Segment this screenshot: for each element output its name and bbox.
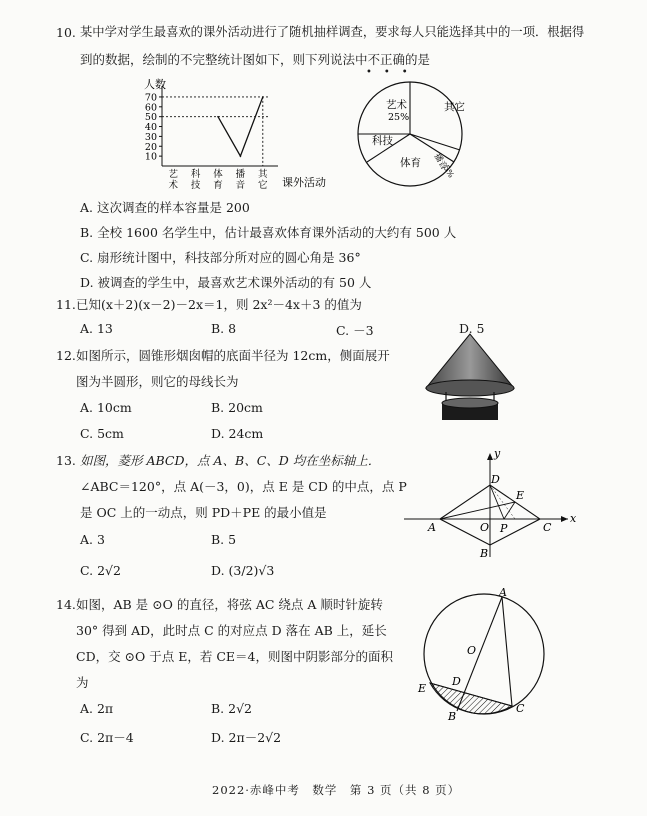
label-b: B <box>480 547 489 560</box>
x-axis-arrow <box>561 516 568 522</box>
y-tick-label: 50 <box>144 112 157 124</box>
q13-option-a: A. 3 <box>80 532 105 547</box>
rhombus-figure <box>400 445 580 560</box>
q14-option-d: D. 2π－2√2 <box>211 730 282 745</box>
chimney-rim <box>442 398 498 408</box>
q14-stem-line4: 为 <box>76 675 89 690</box>
y-tick-label: 60 <box>144 102 157 114</box>
q13-option-d: D. (3/2)√3 <box>211 563 275 578</box>
q10-option-a: A. 这次调查的样本容量是 200 <box>80 200 250 215</box>
q14-stem-line2: 30° 得到 AD，此时点 C 的对应点 D 落在 AB 上，延长 <box>76 623 387 638</box>
y-tick-label: 40 <box>144 122 157 134</box>
label-e: E <box>418 682 427 695</box>
q12-option-c: C. 5cm <box>80 426 124 441</box>
pie-label-broadcast-pct: 5% <box>441 163 456 180</box>
q11-number: 11. <box>56 297 76 312</box>
q14-stem-line3: CD，交 ⊙O 于点 E，若 CE＝4，则图中阴影部分的面积 <box>76 649 393 664</box>
line-chart-reference-lines <box>162 97 270 166</box>
pie-label-art-pct: 25% <box>388 112 410 123</box>
q11-option-c: C. －3 <box>336 323 374 338</box>
x-tick-label: 艺 <box>168 169 178 180</box>
q14-stem-line1: 如图，AB 是 ⊙O 的直径，将弦 AC 绕点 A 顺时针旋转 <box>76 597 383 612</box>
q11-option-b: B. 8 <box>211 321 237 336</box>
q10-option-b: B. 全校 1600 名学生中，估计最喜欢体育课外活动的大约有 500 人 <box>80 225 457 240</box>
q13-stem-line2: ∠ABC＝120°，点 A(－3，0)，点 E 是 CD 的中点，点 P <box>80 479 407 494</box>
pie-label-art: 艺术 <box>386 99 407 111</box>
x-tick-label: 体 <box>213 169 223 180</box>
q13-stem-line3: 是 OC 上的一动点，则 PD＋PE 的最小值是 <box>80 505 327 520</box>
q12-stem-line1: 如图所示，圆锥形烟囱帽的底面半径为 12cm，侧面展开 <box>76 348 390 363</box>
y-tick-label: 30 <box>144 131 157 143</box>
q13-option-c: C. 2√2 <box>80 563 121 578</box>
q11-option-a: A. 13 <box>80 321 113 336</box>
series-point <box>262 96 264 98</box>
segment-aux <box>490 485 515 519</box>
label-d: D <box>452 675 461 688</box>
q10-option-d: D. 被调查的学生中，最喜欢艺术课外活动的有 50 人 <box>80 275 372 290</box>
label-y-axis: y <box>494 447 501 460</box>
q12-option-a: A. 10cm <box>80 400 132 415</box>
x-tick-label: 音 <box>235 180 246 191</box>
pie-chart <box>352 74 472 194</box>
q13-number: 13. <box>56 453 76 468</box>
q14-option-c: C. 2π－4 <box>80 730 134 745</box>
q10-option-c: C. 扇形统计图中，科技部分所对应的圆心角是 36° <box>80 250 361 265</box>
pie-label-broadcast: 播音 <box>431 152 449 172</box>
x-tick-label: 它 <box>258 180 268 191</box>
cone-chimney-figure <box>418 330 518 425</box>
series-point <box>217 116 219 118</box>
y-tick-label: 70 <box>144 92 157 104</box>
line-chart-axes <box>162 86 278 166</box>
series-line <box>218 97 263 156</box>
q14-option-a: A. 2π <box>80 701 114 716</box>
q10-number: 10. <box>56 25 76 40</box>
x-tick-label: 播 <box>235 169 246 180</box>
line-chart <box>130 78 330 198</box>
q12-option-d: D. 24cm <box>211 426 264 441</box>
label-a: A <box>499 588 507 599</box>
pie-label-sport: 体育 <box>400 157 421 169</box>
q11-stem: 已知(x＋2)(x－2)－2x＝1，则 2x²－4x＋3 的值为 <box>76 297 362 312</box>
label-o: O <box>480 521 490 534</box>
y-tick-label: 10 <box>144 151 157 163</box>
label-e: E <box>516 489 525 502</box>
line-chart-series <box>217 96 263 157</box>
line-chart-xlabel: 课外活动 <box>282 176 326 189</box>
q13-stem-line1: 如图，菱形 ABCD，点 A、B、C、D 均在坐标轴上． <box>80 453 381 468</box>
pie-label-other: 其它 <box>444 101 465 113</box>
label-c: C <box>516 702 525 715</box>
pie-divider-right <box>410 134 460 150</box>
q10-stem-line2: 到的数据，绘制的不完整统计图如下，则下列说法中不正确的是 <box>80 52 431 67</box>
line-chart-ticks <box>145 92 268 191</box>
q12-number: 12. <box>56 348 76 363</box>
label-x-axis: x <box>570 512 577 525</box>
diameter-ab <box>457 597 502 711</box>
q13-option-b: B. 5 <box>211 532 237 547</box>
q11-option-d: D. 5 <box>459 321 485 336</box>
segment-ae <box>440 502 515 519</box>
line-chart-ylabel: 人数 <box>144 78 166 91</box>
label-p: P <box>500 522 508 535</box>
label-a: A <box>428 521 436 534</box>
y-axis-arrow <box>487 453 493 460</box>
label-d: D <box>491 473 500 486</box>
chord-ac <box>502 597 512 706</box>
series-point <box>240 155 242 157</box>
emphasis-dots: ••• <box>366 67 420 78</box>
label-c: C <box>543 521 552 534</box>
x-tick-label: 技 <box>190 180 201 191</box>
x-tick-label: 其 <box>258 169 268 180</box>
q10-stem-line1: 某中学对学生最喜欢的课外活动进行了随机抽样调查，要求每人只能选择其中的一项．根据得 <box>80 25 585 39</box>
pie-label-tech: 科技 <box>372 135 393 147</box>
shaded-region <box>430 683 512 714</box>
circle-figure <box>412 588 560 723</box>
x-tick-label: 术 <box>168 180 178 191</box>
y-tick-label: 20 <box>144 141 157 153</box>
x-tick-label: 科 <box>190 169 201 180</box>
q14-option-b: B. 2√2 <box>211 701 253 716</box>
label-o: O <box>467 644 477 657</box>
q12-option-b: B. 20cm <box>211 400 263 415</box>
q12-stem-line2: 图为半圆形，则它的母线长为 <box>76 374 239 389</box>
label-b: B <box>448 710 457 723</box>
page-footer: 2022·赤峰中考 数学 第 3 页（共 8 页） <box>212 783 461 797</box>
cone-base <box>426 380 514 396</box>
q14-number: 14. <box>56 597 76 612</box>
x-tick-label: 育 <box>213 180 223 191</box>
